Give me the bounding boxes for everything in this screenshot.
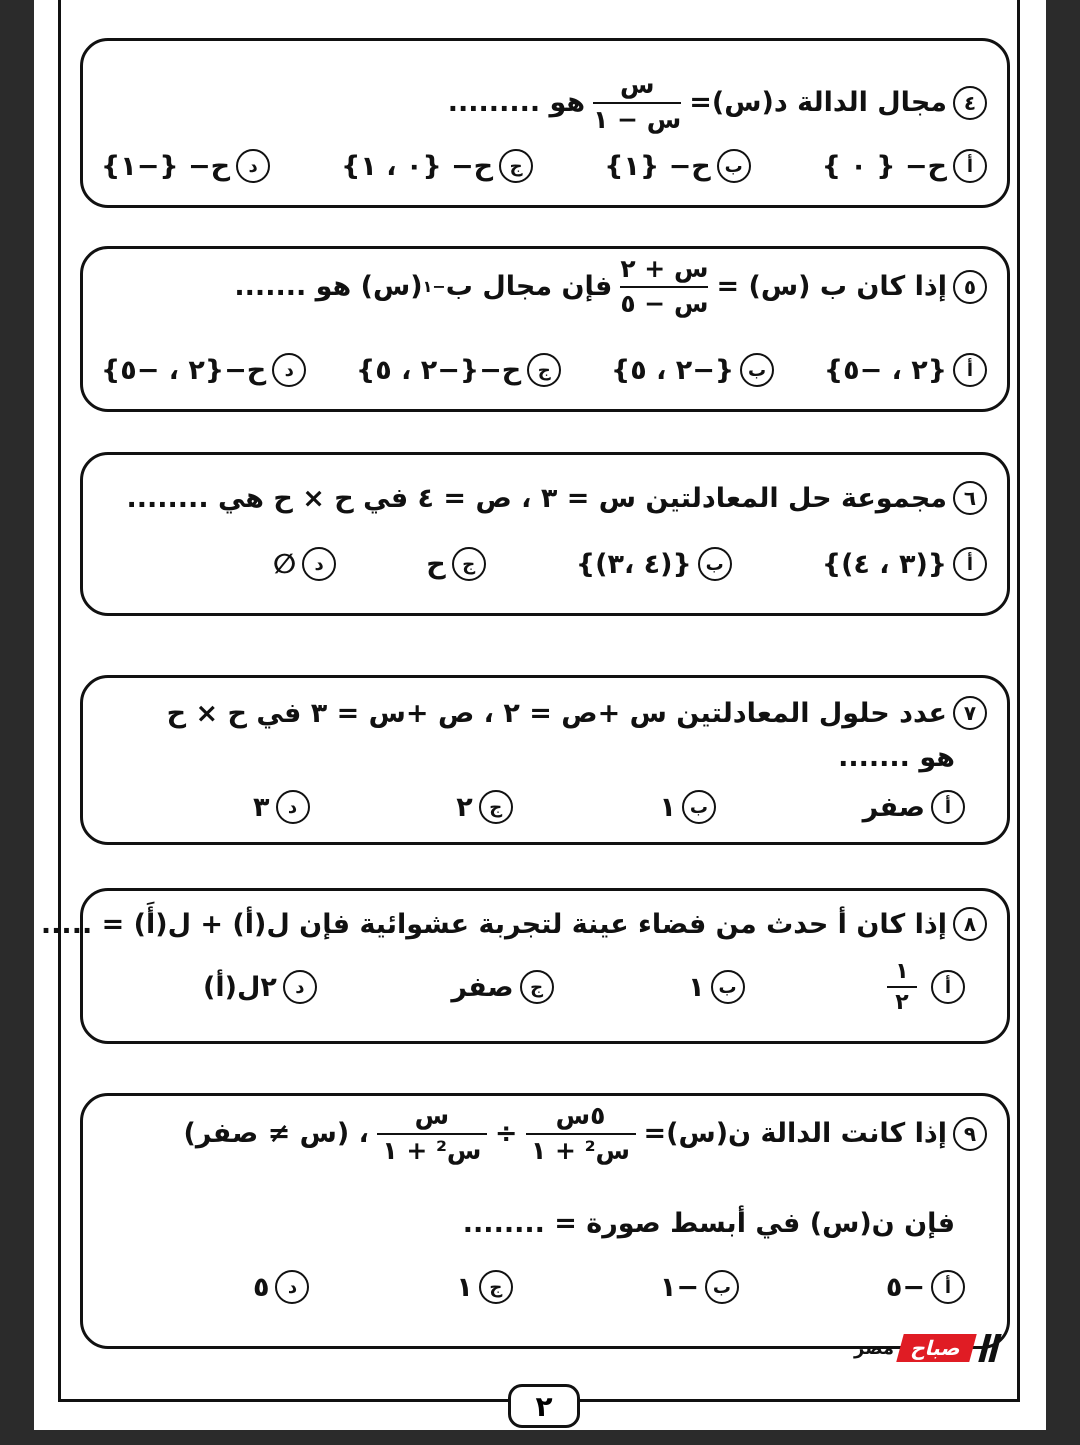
fraction-1: [526, 1102, 636, 1166]
fraction-denominator: س² + ١: [382, 1135, 482, 1165]
option-label: ﺃ: [953, 353, 987, 387]
option-label: د: [283, 970, 317, 1004]
option-d[interactable]: [101, 149, 270, 183]
option-label: ﺃ: [931, 970, 965, 1004]
question-text: إذا كان ب (س) =: [716, 271, 947, 303]
option-label: ﺃ: [953, 149, 987, 183]
fraction-2: [377, 1102, 487, 1166]
option-text: {(٣ ، ٤)}: [821, 548, 947, 580]
question-5-stem: [234, 255, 987, 319]
option-label: ب: [740, 353, 774, 387]
options-row: [273, 547, 987, 581]
option-text: {−٢ ، ٥}: [610, 354, 735, 386]
options-row: [253, 1270, 965, 1304]
options-row: [203, 959, 965, 1016]
question-text: فإن ن(س) في أبسط صورة = ........: [462, 1208, 955, 1239]
option-label: ج: [520, 970, 554, 1004]
question-text: مجال الدالة د(س)=: [689, 87, 947, 119]
option-text: ٥: [253, 1271, 270, 1303]
fraction: [593, 71, 681, 135]
option-label: ب: [698, 547, 732, 581]
option-label: ب: [682, 790, 716, 824]
option-a[interactable]: [822, 547, 987, 581]
option-text: {٢ ، −٥}: [823, 354, 947, 386]
option-b[interactable]: [604, 149, 750, 183]
question-8: [40, 888, 1010, 1044]
option-label: ج: [527, 353, 561, 387]
fraction-numerator: س: [619, 70, 655, 99]
option-text: صفر: [862, 791, 925, 823]
inverse-superscript: −١: [422, 277, 446, 297]
option-b[interactable]: [688, 970, 744, 1004]
option-a[interactable]: [824, 353, 987, 387]
fraction-numerator: ٥س: [555, 1101, 606, 1130]
option-c[interactable]: [341, 149, 533, 183]
option-text: ح− { ٠ }: [821, 150, 947, 182]
option-text: ح−{−٢ ، ٥}: [355, 354, 522, 386]
brand-logo: [854, 1330, 998, 1366]
option-label: د: [276, 790, 310, 824]
fraction-denominator: س − ٥: [620, 288, 709, 318]
option-b[interactable]: [611, 353, 774, 387]
option-text: ٢ل(ﺃ): [203, 971, 277, 1003]
question-text: فإن مجال ب: [445, 271, 613, 303]
question-7: [80, 675, 1010, 845]
option-d[interactable]: [253, 1270, 309, 1304]
fraction: [620, 255, 708, 319]
question-text: هو .........: [447, 87, 586, 119]
option-label: ج: [479, 1270, 513, 1304]
fraction-bar: [377, 1133, 487, 1135]
option-label: ﺃ: [931, 790, 965, 824]
fraction-numerator: س: [414, 1101, 450, 1130]
option-label: د: [275, 1270, 309, 1304]
question-text: إذا كان ﺃ حدث من فضاء عينة لتجربة عشوائية فإن ل(ﺃ) + ل(ﺃَ) = .....: [40, 908, 947, 940]
question-number: ٤: [953, 86, 987, 120]
fraction: [887, 959, 917, 1016]
fraction-denominator: س − ١: [593, 104, 682, 134]
fraction-denominator: س² + ١: [530, 1135, 631, 1165]
question-7-stem-line2: [838, 742, 955, 773]
question-5: [80, 246, 1010, 412]
fraction-bar: [526, 1133, 636, 1135]
option-a[interactable]: [863, 790, 965, 824]
option-c[interactable]: [356, 353, 561, 387]
option-label: د: [302, 547, 336, 581]
question-number: ٦: [953, 481, 987, 515]
question-text: ، (س ≠ صفر): [183, 1118, 369, 1150]
question-9-stem: [184, 1102, 987, 1166]
option-text: صفر: [451, 971, 514, 1003]
option-d[interactable]: [253, 790, 309, 824]
option-c[interactable]: [456, 790, 512, 824]
logo-stripes: [978, 1334, 998, 1362]
question-number: ٨: [953, 907, 987, 941]
option-text: ح−{٢ ، −٥}: [101, 354, 267, 386]
option-c[interactable]: [426, 547, 485, 581]
question-text: هو .......: [838, 742, 955, 773]
option-text: ٢: [456, 791, 473, 823]
question-number: ٩: [953, 1117, 987, 1151]
option-d[interactable]: [203, 970, 317, 1004]
options-row: [101, 149, 987, 183]
option-d[interactable]: [273, 547, 336, 581]
option-label: ج: [452, 547, 486, 581]
option-label: ﺃ: [931, 1270, 965, 1304]
option-text: {(٤ ،٣)}: [575, 548, 692, 580]
operator: ÷: [494, 1118, 518, 1150]
option-label: ج: [499, 149, 533, 183]
option-text: ح− {−١}: [101, 150, 231, 182]
option-label: ﺃ: [953, 547, 987, 581]
question-number: ٧: [953, 696, 987, 730]
option-label: د: [272, 353, 306, 387]
option-c[interactable]: [451, 970, 553, 1004]
option-text: ح: [426, 548, 446, 580]
option-text: −٥: [885, 1271, 925, 1303]
fraction-numerator: ١: [895, 959, 909, 984]
question-4: [80, 38, 1010, 208]
question-4-stem: [448, 71, 987, 135]
option-text: ١: [456, 1271, 473, 1303]
question-9-stem-line2: [463, 1208, 955, 1239]
option-label: ج: [479, 790, 513, 824]
option-a[interactable]: [886, 1270, 965, 1304]
worksheet-page: [34, 0, 1046, 1430]
option-text: ١: [688, 971, 705, 1003]
option-label: د: [236, 149, 270, 183]
question-8-stem: [41, 907, 987, 941]
fraction-bar: [593, 102, 681, 104]
page-number: ٢: [508, 1384, 580, 1428]
question-text: مجموعة حل المعادلتين س = ٣ ، ص = ٤ في ح × ح هي ........: [126, 482, 947, 514]
fraction-denominator: ٢: [895, 990, 909, 1016]
brand-part1: صباح: [896, 1334, 977, 1362]
options-row: [253, 790, 965, 824]
question-text: إذا كانت الدالة ن(س)=: [643, 1118, 947, 1150]
option-label: ب: [711, 970, 745, 1004]
options-row: [101, 353, 987, 387]
option-a[interactable]: [822, 149, 987, 183]
option-b[interactable]: [660, 1270, 739, 1304]
question-6-stem: [127, 481, 987, 515]
option-d[interactable]: [101, 353, 306, 387]
question-7-stem: [167, 696, 987, 730]
option-text: ٣: [253, 791, 270, 823]
option-b[interactable]: [659, 790, 715, 824]
option-text: ∅: [273, 548, 297, 580]
option-label: ب: [705, 1270, 739, 1304]
fraction-bar: [620, 286, 708, 288]
fraction-bar: [887, 986, 917, 988]
option-a[interactable]: [879, 959, 965, 1016]
option-c[interactable]: [456, 1270, 512, 1304]
question-6: [80, 452, 1010, 616]
question-text: عدد حلول المعادلتين س +ص = ٢ ، ص +س = ٣ في ح × ح: [166, 697, 947, 729]
option-label: ب: [717, 149, 751, 183]
option-text: ح− {٠ ، ١}: [341, 150, 494, 182]
option-b[interactable]: [576, 547, 732, 581]
brand-part2: مصر: [854, 1337, 895, 1359]
question-number: ٥: [953, 270, 987, 304]
fraction-numerator: س + ٢: [620, 254, 709, 283]
option-text: ١: [659, 791, 676, 823]
question-9: [80, 1093, 1010, 1349]
option-text: ح− {١}: [604, 150, 711, 182]
question-text: (س) هو .......: [234, 271, 423, 303]
option-text: −١: [659, 1271, 699, 1303]
